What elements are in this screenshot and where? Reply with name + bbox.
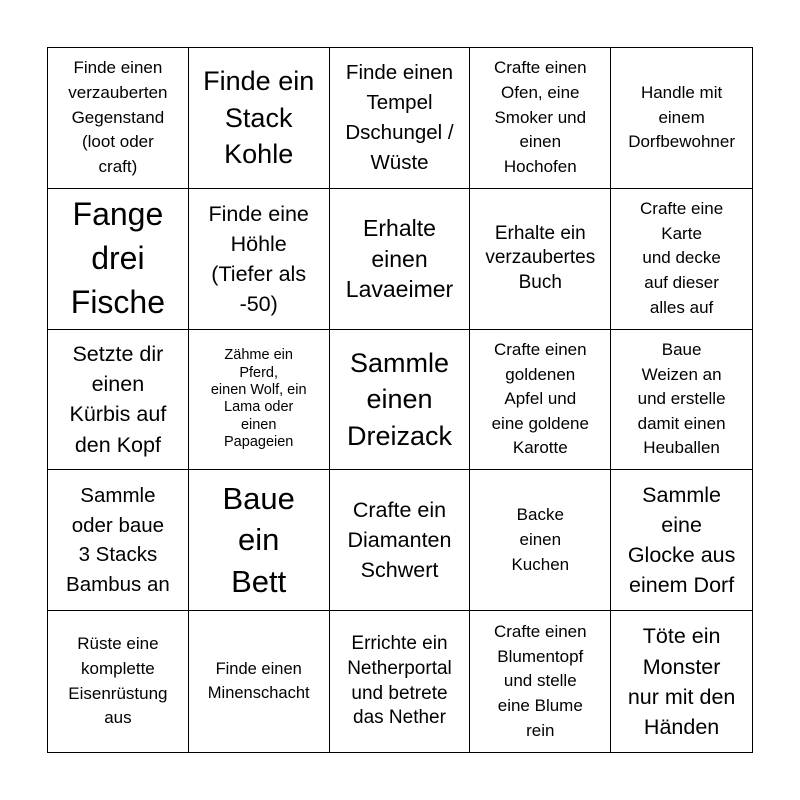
bingo-cell[interactable]: Baue Weizen an und erstelle damit einen Heuballen [611, 330, 752, 471]
bingo-cell[interactable]: Setzte dir einen Kürbis auf den Kopf [48, 330, 189, 471]
bingo-cell[interactable]: Fange drei Fische [48, 189, 189, 330]
bingo-cell[interactable]: Crafte ein Diamanten Schwert [330, 470, 471, 611]
bingo-cell[interactable]: Crafte einen Ofen, eine Smoker und einen Hochofen [470, 48, 611, 189]
bingo-cell[interactable]: Töte ein Monster nur mit den Händen [627, 624, 736, 739]
bingo-cell[interactable]: Crafte einen Blumentopf und stelle eine Blume rein [470, 611, 611, 752]
bingo-cell[interactable]: Erhalte einen Lavaeimer [330, 189, 471, 330]
bingo-board [47, 47, 753, 753]
bingo-cell[interactable]: Finde ein Stack Kohle [189, 48, 330, 189]
bingo-cell[interactable]: Crafte einen goldenen Apfel und eine goldene Karotte [470, 330, 611, 471]
bingo-cell[interactable]: Finde einen verzauberten Gegenstand (loot oder craft) [48, 48, 189, 189]
bingo-cell[interactable]: Sammle einen Dreizack [330, 330, 471, 471]
bingo-cell[interactable]: Sammle eine Glocke aus einem Dorf [611, 470, 752, 611]
bingo-cell[interactable]: Errichte ein Netherportal und betrete das Nether [330, 611, 471, 752]
bingo-cell[interactable]: Zähme ein Pferd, einen Wolf, ein Lama oder einen Papageien [189, 330, 330, 471]
bingo-cell[interactable]: Finde eine Höhle (Tiefer als -50) [189, 189, 330, 330]
bingo-cell[interactable]: Finde einen Minenschacht [189, 611, 330, 752]
bingo-cell[interactable]: Crafte eine Karte und decke auf dieser alles auf [611, 189, 752, 330]
bingo-cell[interactable]: Rüste eine komplette Eisenrüstung aus [48, 611, 189, 752]
bingo-cell[interactable]: Baue ein Bett [189, 470, 330, 611]
bingo-cell[interactable]: Erhalte ein verzaubertes Buch [470, 189, 611, 330]
bingo-cell[interactable]: Sammle oder baue 3 Stacks Bambus an [48, 470, 189, 611]
bingo-cell[interactable]: Finde einen Tempel Dschungel / Wüste [330, 48, 471, 189]
bingo-cell[interactable]: Handle mit einem Dorfbewohner [611, 48, 752, 189]
bingo-cell[interactable]: Backe einen Kuchen [470, 470, 611, 611]
